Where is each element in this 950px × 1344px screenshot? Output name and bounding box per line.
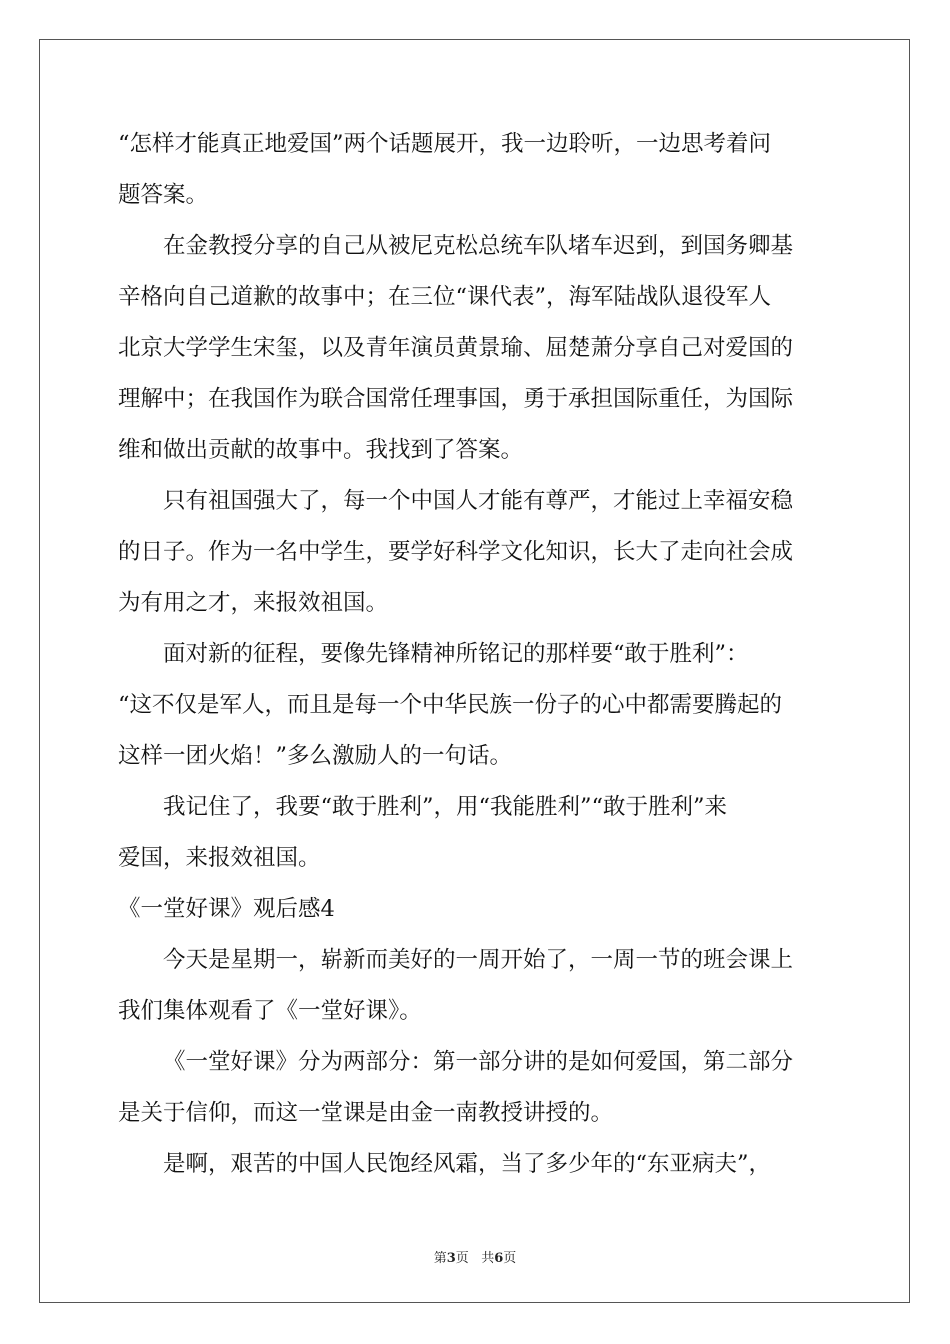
text-line: “这不仅是军人，而且是每一个中华民族一份子的心中都需要腾起的 xyxy=(118,692,783,718)
text-line: 是啊，艰苦的中国人民饱经风霜，当了多少年的“东亚病夫”， xyxy=(163,1151,772,1177)
text-line: 维和做出贡献的故事中。我找到了答案。 xyxy=(118,437,524,463)
text-line: “怎样才能真正地爱国”两个话题展开，我一边聆听，一边思考着问 xyxy=(118,131,772,157)
total-prefix: 共 xyxy=(481,1251,495,1266)
page-number: 3 xyxy=(446,1251,456,1266)
page-footer xyxy=(0,1247,950,1266)
text-line: 面对新的征程，要像先锋精神所铭记的那样要“敢于胜利”： xyxy=(163,641,749,667)
text-line: 今天是星期一，崭新而美好的一周开始了，一周一节的班会课上 xyxy=(163,947,794,973)
text-line: 我记住了，我要“敢于胜利”，用“我能胜利”“敢于胜利”来 xyxy=(163,794,728,820)
text-line: 北京大学学生宋玺，以及青年演员黄景瑜、屈楚萧分享自己对爱国的 xyxy=(118,335,794,361)
total-pages: 6 xyxy=(494,1251,504,1266)
text-line: 只有祖国强大了，每一个中国人才能有尊严，才能过上幸福安稳 xyxy=(163,488,794,514)
text-line: 爱国，来报效祖国。 xyxy=(118,845,321,871)
page-prefix: 第 xyxy=(433,1251,447,1266)
text-line: 为有用之才，来报效祖国。 xyxy=(118,590,389,616)
page-suffix: 页 xyxy=(455,1251,469,1266)
text-line: 理解中；在我国作为联合国常任理事国，勇于承担国际重任，为国际 xyxy=(118,386,794,412)
text-line: 辛格向自己道歉的故事中；在三位“课代表”，海军陆战队退役军人 xyxy=(118,284,772,310)
section-heading: 《一堂好课》观后感4 xyxy=(118,896,335,922)
text-line: 是关于信仰，而这一堂课是由金一南教授讲授的。 xyxy=(118,1100,614,1126)
total-suffix: 页 xyxy=(503,1251,517,1266)
text-line: 这样一团火焰！”多么激励人的一句话。 xyxy=(118,743,513,769)
text-line: 我们集体观看了《一堂好课》。 xyxy=(118,998,422,1024)
text-line: 《一堂好课》分为两部分：第一部分讲的是如何爱国，第二部分 xyxy=(163,1049,794,1075)
text-line: 在金教授分享的自己从被尼克松总统车队堵车迟到，到国务卿基 xyxy=(163,233,794,259)
text-line: 的日子。作为一名中学生，要学好科学文化知识，长大了走向社会成 xyxy=(118,539,794,565)
text-line: 题答案。 xyxy=(118,182,209,208)
